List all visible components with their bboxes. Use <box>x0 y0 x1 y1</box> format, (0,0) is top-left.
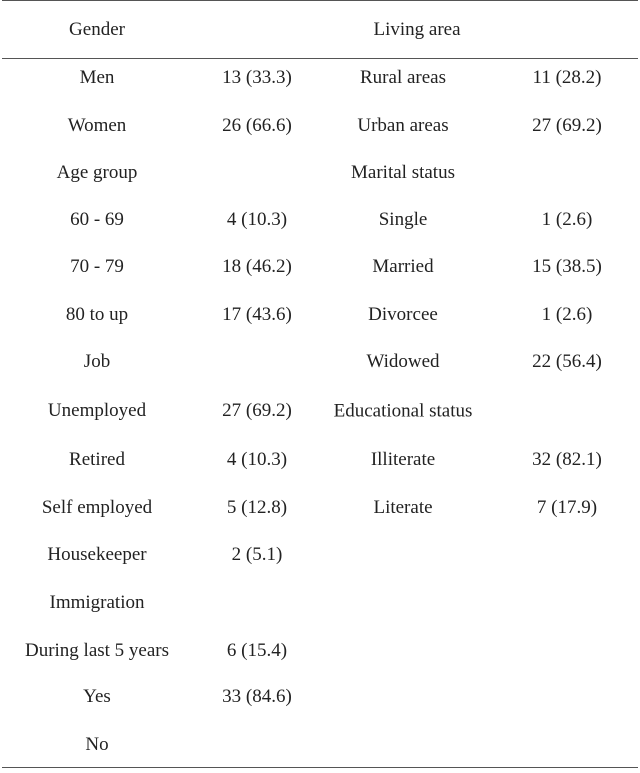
right-label-2: Marital status <box>351 162 455 183</box>
right-value-9: 7 (17.9) <box>536 497 598 518</box>
left-label-7: Unemployed <box>47 400 147 421</box>
right-value-1: 27 (69.2) <box>532 115 602 136</box>
table-header-rule <box>2 58 638 59</box>
table-bottom-rule <box>2 767 638 768</box>
right-value-6: 22 (56.4) <box>532 351 602 372</box>
right-value-0: 11 (28.2) <box>532 67 602 88</box>
left-label-13: Yes <box>83 686 111 707</box>
table-top-rule <box>2 0 638 1</box>
left-label-10: Housekeeper <box>47 544 147 565</box>
left-value-9: 5 (12.8) <box>226 497 288 518</box>
right-value-5: 1 (2.6) <box>541 304 593 325</box>
left-label-9: Self employed <box>41 497 153 518</box>
left-label-11: Immigration <box>49 592 145 613</box>
left-value-3: 4 (10.3) <box>226 209 288 230</box>
left-label-14: No <box>85 734 109 755</box>
left-value-12: 6 (15.4) <box>226 640 288 661</box>
left-label-5: 80 to up <box>65 304 129 325</box>
left-label-6: Job <box>83 351 111 372</box>
left-value-7: 27 (69.2) <box>222 400 292 421</box>
left-value-1: 26 (66.6) <box>222 115 292 136</box>
left-label-2: Age group <box>56 162 138 183</box>
right-label-0: Rural areas <box>360 67 446 88</box>
right-label-1: Urban areas <box>357 115 449 136</box>
right-label-5: Divorcee <box>368 304 438 325</box>
left-value-4: 18 (46.2) <box>222 256 292 277</box>
left-label-0: Men <box>79 67 115 88</box>
right-label-9: Literate <box>373 497 433 518</box>
header-living-area: Living area <box>373 19 461 40</box>
left-label-4: 70 - 79 <box>70 256 124 277</box>
left-label-8: Retired <box>69 449 125 470</box>
left-value-13: 33 (84.6) <box>222 686 292 707</box>
left-label-12: During last 5 years <box>24 640 170 661</box>
left-value-0: 13 (33.3) <box>222 67 292 88</box>
right-value-4: 15 (38.5) <box>532 256 602 277</box>
right-label-3: Single <box>378 209 428 230</box>
header-gender: Gender <box>69 19 125 40</box>
left-label-1: Women <box>67 115 127 136</box>
right-label-6: Widowed <box>366 351 440 372</box>
right-value-3: 1 (2.6) <box>541 209 593 230</box>
right-value-8: 32 (82.1) <box>532 449 602 470</box>
left-value-5: 17 (43.6) <box>222 304 292 325</box>
right-label-8: Illiterate <box>370 449 436 470</box>
right-label-4: Married <box>372 256 434 277</box>
left-label-3: 60 - 69 <box>70 209 124 230</box>
left-value-8: 4 (10.3) <box>226 449 288 470</box>
left-value-10: 2 (5.1) <box>231 544 283 565</box>
right-label-7: Educational status <box>333 400 473 422</box>
